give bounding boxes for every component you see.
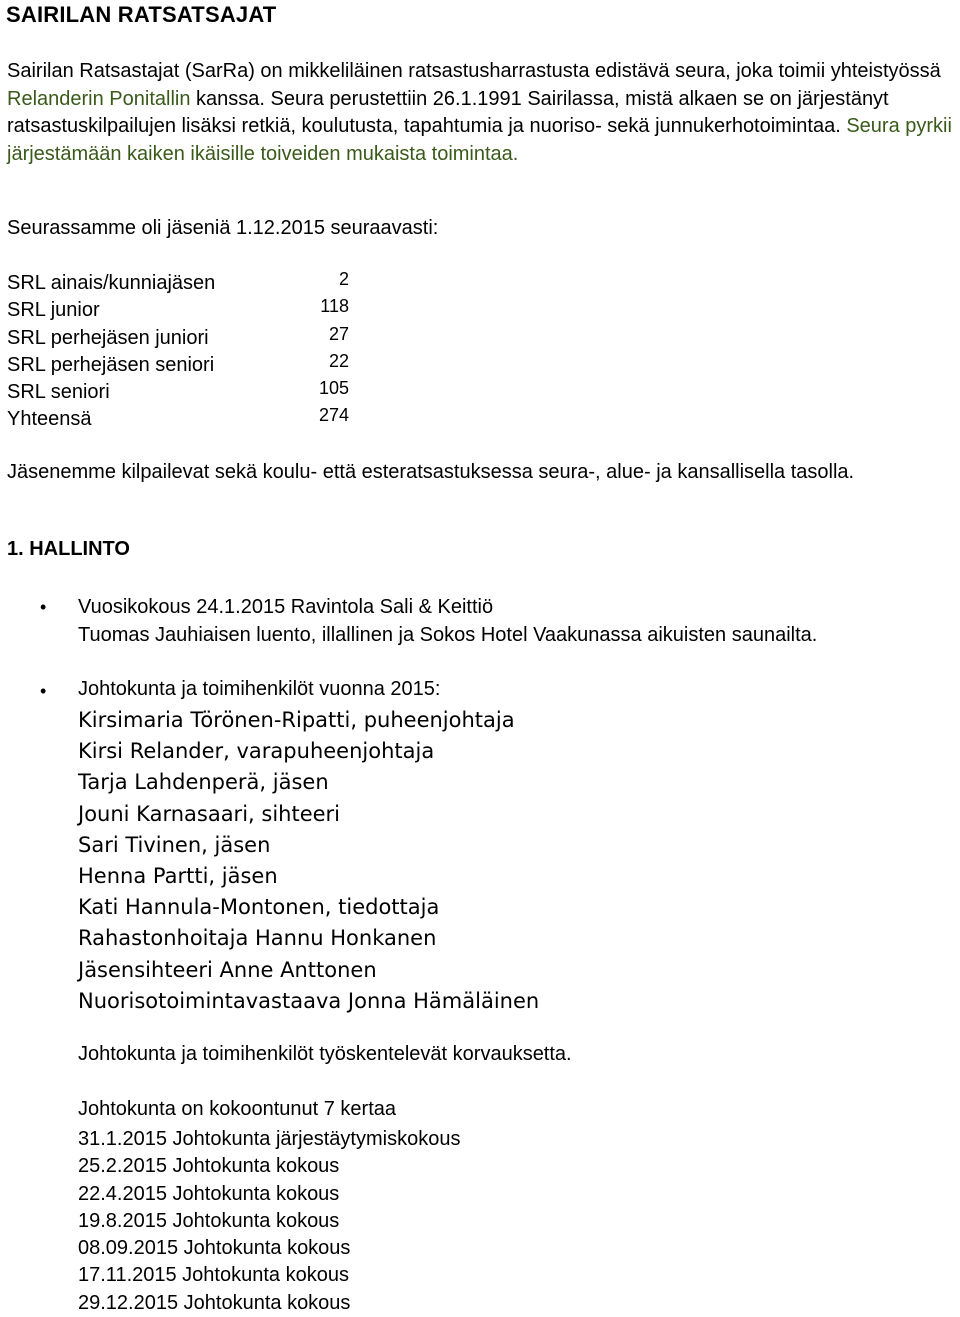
meetings-list [78,1126,460,1317]
meetings-title: Johtokunta on kokoontunut 7 kertaa [78,1098,397,1120]
board-member: Kirsimaria Törönen-Ripatti, puheenjohtaja [78,708,515,732]
board-member: Jäsensihteeri Anne Anttonen [78,957,377,982]
page-title: SAIRILAN RATSATSAJAT [6,2,277,27]
intro-text-1: Sairilan Ratsastajat (SarRa) on mikkeliläinen ratsastusharrastusta edistävä seura, joka toimii yhteistyössä [7,60,941,82]
board-member: Jouni Karnasaari, sihteeri [78,801,341,826]
meeting-item: 29.12.2015 Johtokunta kokous [78,1291,351,1314]
member-value: 22 [328,350,349,371]
member-label: SRL perhejäsen juniori [7,326,209,349]
board-member: Kati Hannula-Montonen, tiedottaja [78,895,440,920]
board-member: Tarja Lahdenperä, jäsen [78,770,329,795]
annual-meeting [78,593,817,649]
members-intro: Seurassamme oli jäseniä 1.12.2015 seuraavasti: [7,217,439,239]
meeting-item: 08.09.2015 Johtokunta kokous [78,1237,351,1260]
member-label: SRL junior [7,299,100,322]
meeting-item: 19.8.2015 Johtokunta kokous [78,1209,340,1232]
bullet-icon: • [40,681,47,701]
competition-paragraph: Jäsenemme kilpailevat sekä koulu- että esteratsastuksessa seura-, alue- ja kansallisella tasolla. [7,461,855,483]
intro-text-2: Relanderin Ponitallin [7,87,191,110]
board-member: Kirsi Relander, varapuheenjohtaja [78,739,435,764]
member-label: SRL seniori [7,381,110,404]
section-heading: 1. HALLINTO [7,538,130,560]
intro-text-4: Seura pyrkii järjestämään kaiken ikäisille toiveiden mukaista toimintaa. [7,115,952,165]
meeting-item: 22.4.2015 Johtokunta kokous [78,1182,340,1205]
board-member: Sari Tivinen, jäsen [78,832,271,857]
annual-meeting-line: Vuosikokous 24.1.2015 Ravintola Sali & Keittiö [78,596,494,618]
board-list [78,705,539,1017]
bullet-icon: • [40,597,47,617]
member-value: 105 [318,378,349,399]
annual-meeting-line: Tuomas Jauhiaisen luento, illallinen ja Sokos Hotel Vaakunassa aikuisten saunailta. [78,624,818,646]
member-label: SRL perhejäsen seniori [7,353,215,376]
intro-text-3: kanssa. Seura perustettiin 26.1.1991 Sairilassa, mistä alkaen se on järjestänyt ratsastuskilpailujen lisäksi retkiä, koulutusta, tapahtumia ja nuoriso- sekä junnukerhotoimintaa. [7,87,889,137]
member-value: 274 [318,405,349,426]
board-member: Nuorisotoimintavastaava Jonna Hämäläinen [78,988,540,1013]
board-title: Johtokunta ja toimihenkilöt vuonna 2015: [78,678,441,700]
meeting-item: 25.2.2015 Johtokunta kokous [78,1155,340,1178]
meeting-item: 17.11.2015 Johtokunta kokous [78,1264,349,1287]
meeting-item: 31.1.2015 Johtokunta järjestäytymiskokous [78,1128,461,1150]
member-value: 27 [328,323,349,344]
board-member: Henna Partti, jäsen [78,863,278,888]
member-label: Yhteensä [7,408,92,431]
board-member: Rahastonhoitaja Hannu Honkanen [78,926,437,951]
member-label: SRL ainais/kunniajäsen [7,272,216,294]
deputies-note: Johtokunta ja toimihenkilöt työskentelevät korvauksetta. [78,1043,572,1065]
member-value: 2 [338,269,349,289]
intro-paragraph [7,58,952,168]
member-value: 118 [320,296,349,317]
